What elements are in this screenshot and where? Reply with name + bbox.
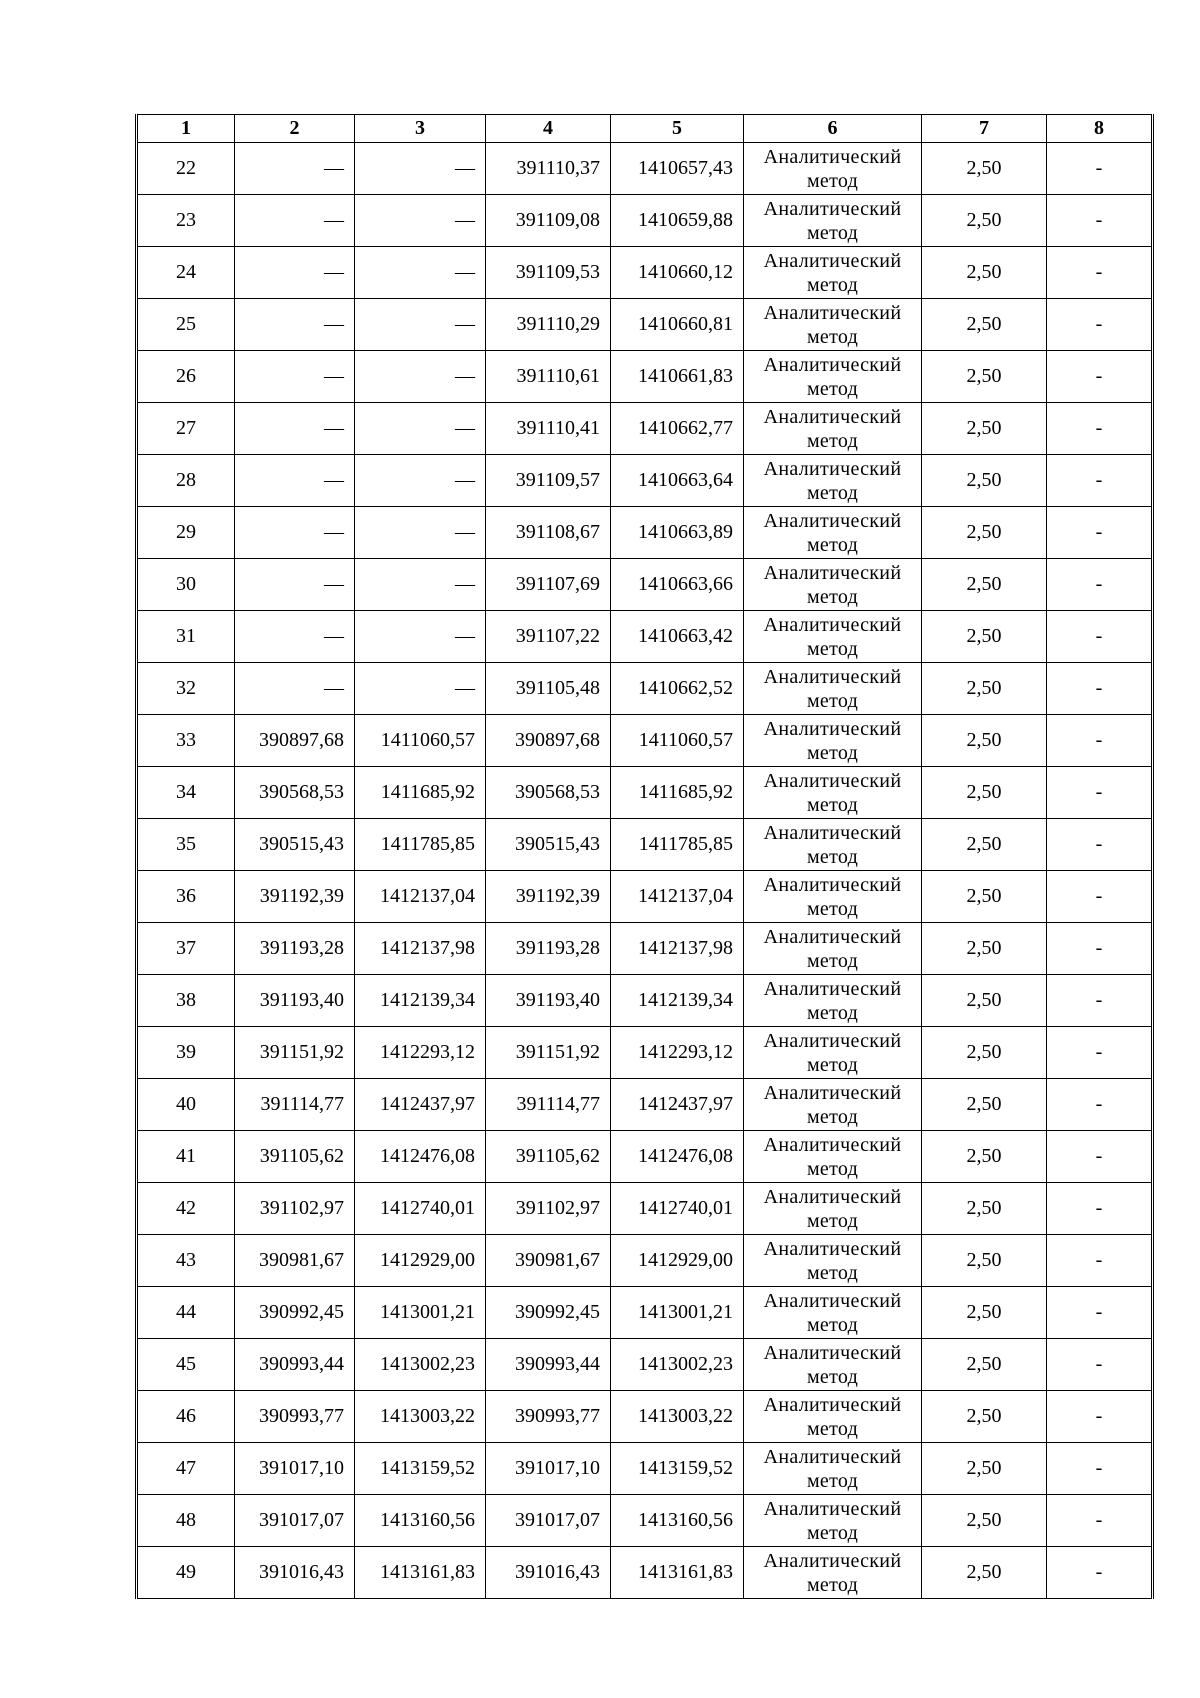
y-new-cell: 1413161,83 bbox=[611, 1547, 744, 1599]
y-old-cell: 1411060,57 bbox=[355, 715, 486, 767]
table-row bbox=[137, 975, 1153, 1027]
accuracy-cell: 2,50 bbox=[922, 1547, 1047, 1599]
table-row bbox=[137, 1495, 1153, 1547]
point-number-cell: 36 bbox=[137, 871, 235, 923]
y-new-cell: 1411685,92 bbox=[611, 767, 744, 819]
note-cell: - bbox=[1047, 923, 1153, 975]
x-old-cell: 390993,77 bbox=[235, 1391, 355, 1443]
y-new-cell: 1410663,64 bbox=[611, 455, 744, 507]
y-new-cell: 1412139,34 bbox=[611, 975, 744, 1027]
method-cell: Аналитический метод bbox=[744, 1027, 922, 1079]
method-cell: Аналитический метод bbox=[744, 1339, 922, 1391]
note-cell: - bbox=[1047, 1443, 1153, 1495]
accuracy-cell: 2,50 bbox=[922, 1495, 1047, 1547]
y-new-cell: 1410660,81 bbox=[611, 299, 744, 351]
method-cell: Аналитический метод bbox=[744, 1079, 922, 1131]
note-cell: - bbox=[1047, 1079, 1153, 1131]
point-number-cell: 48 bbox=[137, 1495, 235, 1547]
x-new-cell: 391107,22 bbox=[486, 611, 611, 663]
x-new-cell: 391017,10 bbox=[486, 1443, 611, 1495]
note-cell: - bbox=[1047, 611, 1153, 663]
x-new-cell: 391107,69 bbox=[486, 559, 611, 611]
x-old-cell: 391105,62 bbox=[235, 1131, 355, 1183]
table-row bbox=[137, 715, 1153, 767]
y-old-cell: 1412137,98 bbox=[355, 923, 486, 975]
point-number-cell: 30 bbox=[137, 559, 235, 611]
x-old-cell: — bbox=[235, 195, 355, 247]
point-number-cell: 38 bbox=[137, 975, 235, 1027]
point-number-cell: 27 bbox=[137, 403, 235, 455]
header-row bbox=[137, 115, 1153, 143]
accuracy-cell: 2,50 bbox=[922, 715, 1047, 767]
method-cell: Аналитический метод bbox=[744, 923, 922, 975]
note-cell: - bbox=[1047, 1287, 1153, 1339]
y-old-cell: — bbox=[355, 455, 486, 507]
accuracy-cell: 2,50 bbox=[922, 1183, 1047, 1235]
x-old-cell: 390515,43 bbox=[235, 819, 355, 871]
x-old-cell: 390568,53 bbox=[235, 767, 355, 819]
y-new-cell: 1413001,21 bbox=[611, 1287, 744, 1339]
x-new-cell: 391110,61 bbox=[486, 351, 611, 403]
accuracy-cell: 2,50 bbox=[922, 663, 1047, 715]
point-number-cell: 25 bbox=[137, 299, 235, 351]
table-row bbox=[137, 143, 1153, 195]
y-new-cell: 1410661,83 bbox=[611, 351, 744, 403]
method-cell: Аналитический метод bbox=[744, 143, 922, 195]
note-cell: - bbox=[1047, 663, 1153, 715]
method-cell: Аналитический метод bbox=[744, 819, 922, 871]
y-new-cell: 1412476,08 bbox=[611, 1131, 744, 1183]
method-cell: Аналитический метод bbox=[744, 195, 922, 247]
note-cell: - bbox=[1047, 247, 1153, 299]
table-row bbox=[137, 1027, 1153, 1079]
x-old-cell: 390897,68 bbox=[235, 715, 355, 767]
x-new-cell: 391108,67 bbox=[486, 507, 611, 559]
note-cell: - bbox=[1047, 1027, 1153, 1079]
table-row bbox=[137, 247, 1153, 299]
point-number-cell: 24 bbox=[137, 247, 235, 299]
y-new-cell: 1410663,42 bbox=[611, 611, 744, 663]
table-row bbox=[137, 1339, 1153, 1391]
y-new-cell: 1411060,57 bbox=[611, 715, 744, 767]
y-old-cell: 1412139,34 bbox=[355, 975, 486, 1027]
y-new-cell: 1412437,97 bbox=[611, 1079, 744, 1131]
y-old-cell: 1413001,21 bbox=[355, 1287, 486, 1339]
x-new-cell: 391105,48 bbox=[486, 663, 611, 715]
accuracy-cell: 2,50 bbox=[922, 455, 1047, 507]
x-old-cell: 391016,43 bbox=[235, 1547, 355, 1599]
column-header-5: 5 bbox=[611, 115, 744, 143]
point-number-cell: 45 bbox=[137, 1339, 235, 1391]
y-old-cell: 1411785,85 bbox=[355, 819, 486, 871]
table-row bbox=[137, 1547, 1153, 1599]
y-old-cell: 1413160,56 bbox=[355, 1495, 486, 1547]
note-cell: - bbox=[1047, 715, 1153, 767]
column-header-3: 3 bbox=[355, 115, 486, 143]
table-row bbox=[137, 351, 1153, 403]
accuracy-cell: 2,50 bbox=[922, 1391, 1047, 1443]
x-old-cell: — bbox=[235, 299, 355, 351]
method-cell: Аналитический метод bbox=[744, 403, 922, 455]
note-cell: - bbox=[1047, 1235, 1153, 1287]
accuracy-cell: 2,50 bbox=[922, 819, 1047, 871]
y-new-cell: 1410663,66 bbox=[611, 559, 744, 611]
point-number-cell: 39 bbox=[137, 1027, 235, 1079]
note-cell: - bbox=[1047, 819, 1153, 871]
y-old-cell: 1412293,12 bbox=[355, 1027, 486, 1079]
y-old-cell: 1413161,83 bbox=[355, 1547, 486, 1599]
method-cell: Аналитический метод bbox=[744, 1547, 922, 1599]
method-cell: Аналитический метод bbox=[744, 247, 922, 299]
y-old-cell: 1413003,22 bbox=[355, 1391, 486, 1443]
point-number-cell: 44 bbox=[137, 1287, 235, 1339]
accuracy-cell: 2,50 bbox=[922, 299, 1047, 351]
x-old-cell: 391102,97 bbox=[235, 1183, 355, 1235]
point-number-cell: 49 bbox=[137, 1547, 235, 1599]
y-new-cell: 1413002,23 bbox=[611, 1339, 744, 1391]
x-old-cell: 391017,07 bbox=[235, 1495, 355, 1547]
y-old-cell: — bbox=[355, 143, 486, 195]
table-row bbox=[137, 1235, 1153, 1287]
accuracy-cell: 2,50 bbox=[922, 247, 1047, 299]
y-new-cell: 1410662,52 bbox=[611, 663, 744, 715]
note-cell: - bbox=[1047, 403, 1153, 455]
y-new-cell: 1413159,52 bbox=[611, 1443, 744, 1495]
y-new-cell: 1410659,88 bbox=[611, 195, 744, 247]
point-number-cell: 42 bbox=[137, 1183, 235, 1235]
table-row bbox=[137, 299, 1153, 351]
x-new-cell: 391017,07 bbox=[486, 1495, 611, 1547]
accuracy-cell: 2,50 bbox=[922, 403, 1047, 455]
note-cell: - bbox=[1047, 1391, 1153, 1443]
x-new-cell: 390981,67 bbox=[486, 1235, 611, 1287]
x-old-cell: 391114,77 bbox=[235, 1079, 355, 1131]
column-header-1: 1 bbox=[137, 115, 235, 143]
x-new-cell: 391016,43 bbox=[486, 1547, 611, 1599]
table-row bbox=[137, 1443, 1153, 1495]
point-number-cell: 35 bbox=[137, 819, 235, 871]
method-cell: Аналитический метод bbox=[744, 351, 922, 403]
table-row bbox=[137, 559, 1153, 611]
point-number-cell: 26 bbox=[137, 351, 235, 403]
table-row bbox=[137, 767, 1153, 819]
table-row bbox=[137, 1079, 1153, 1131]
y-new-cell: 1411785,85 bbox=[611, 819, 744, 871]
y-new-cell: 1412293,12 bbox=[611, 1027, 744, 1079]
point-number-cell: 41 bbox=[137, 1131, 235, 1183]
note-cell: - bbox=[1047, 1183, 1153, 1235]
note-cell: - bbox=[1047, 195, 1153, 247]
x-new-cell: 391109,53 bbox=[486, 247, 611, 299]
x-new-cell: 390992,45 bbox=[486, 1287, 611, 1339]
y-new-cell: 1412929,00 bbox=[611, 1235, 744, 1287]
table-row bbox=[137, 455, 1153, 507]
accuracy-cell: 2,50 bbox=[922, 1443, 1047, 1495]
accuracy-cell: 2,50 bbox=[922, 871, 1047, 923]
y-old-cell: — bbox=[355, 403, 486, 455]
table-row bbox=[137, 871, 1153, 923]
table-body bbox=[137, 143, 1153, 1599]
note-cell: - bbox=[1047, 1495, 1153, 1547]
y-old-cell: — bbox=[355, 611, 486, 663]
table-row bbox=[137, 507, 1153, 559]
point-number-cell: 40 bbox=[137, 1079, 235, 1131]
x-old-cell: — bbox=[235, 403, 355, 455]
method-cell: Аналитический метод bbox=[744, 1131, 922, 1183]
note-cell: - bbox=[1047, 1131, 1153, 1183]
x-new-cell: 391114,77 bbox=[486, 1079, 611, 1131]
table-row bbox=[137, 1131, 1153, 1183]
method-cell: Аналитический метод bbox=[744, 299, 922, 351]
column-header-2: 2 bbox=[235, 115, 355, 143]
x-old-cell: 391151,92 bbox=[235, 1027, 355, 1079]
note-cell: - bbox=[1047, 1339, 1153, 1391]
x-old-cell: — bbox=[235, 247, 355, 299]
point-number-cell: 37 bbox=[137, 923, 235, 975]
accuracy-cell: 2,50 bbox=[922, 1287, 1047, 1339]
x-new-cell: 390515,43 bbox=[486, 819, 611, 871]
accuracy-cell: 2,50 bbox=[922, 767, 1047, 819]
x-new-cell: 390993,44 bbox=[486, 1339, 611, 1391]
method-cell: Аналитический метод bbox=[744, 767, 922, 819]
x-new-cell: 391109,08 bbox=[486, 195, 611, 247]
x-old-cell: 391192,39 bbox=[235, 871, 355, 923]
table-row bbox=[137, 663, 1153, 715]
x-old-cell: 390981,67 bbox=[235, 1235, 355, 1287]
y-old-cell: 1412929,00 bbox=[355, 1235, 486, 1287]
x-old-cell: — bbox=[235, 559, 355, 611]
point-number-cell: 29 bbox=[137, 507, 235, 559]
method-cell: Аналитический метод bbox=[744, 1287, 922, 1339]
note-cell: - bbox=[1047, 455, 1153, 507]
table-row bbox=[137, 1391, 1153, 1443]
x-old-cell: — bbox=[235, 455, 355, 507]
method-cell: Аналитический метод bbox=[744, 975, 922, 1027]
table-row bbox=[137, 403, 1153, 455]
x-old-cell: — bbox=[235, 143, 355, 195]
y-new-cell: 1413160,56 bbox=[611, 1495, 744, 1547]
note-cell: - bbox=[1047, 507, 1153, 559]
note-cell: - bbox=[1047, 1547, 1153, 1599]
method-cell: Аналитический метод bbox=[744, 1391, 922, 1443]
x-new-cell: 391193,40 bbox=[486, 975, 611, 1027]
method-cell: Аналитический метод bbox=[744, 1183, 922, 1235]
y-old-cell: — bbox=[355, 351, 486, 403]
accuracy-cell: 2,50 bbox=[922, 923, 1047, 975]
y-old-cell: — bbox=[355, 195, 486, 247]
point-number-cell: 43 bbox=[137, 1235, 235, 1287]
point-number-cell: 47 bbox=[137, 1443, 235, 1495]
x-new-cell: 391110,41 bbox=[486, 403, 611, 455]
column-header-6: 6 bbox=[744, 115, 922, 143]
x-new-cell: 391151,92 bbox=[486, 1027, 611, 1079]
method-cell: Аналитический метод bbox=[744, 507, 922, 559]
note-cell: - bbox=[1047, 143, 1153, 195]
column-header-4: 4 bbox=[486, 115, 611, 143]
x-new-cell: 391105,62 bbox=[486, 1131, 611, 1183]
x-new-cell: 391192,39 bbox=[486, 871, 611, 923]
y-old-cell: 1412740,01 bbox=[355, 1183, 486, 1235]
table-header bbox=[137, 115, 1153, 143]
method-cell: Аналитический метод bbox=[744, 1235, 922, 1287]
accuracy-cell: 2,50 bbox=[922, 351, 1047, 403]
accuracy-cell: 2,50 bbox=[922, 1235, 1047, 1287]
note-cell: - bbox=[1047, 767, 1153, 819]
y-old-cell: 1411685,92 bbox=[355, 767, 486, 819]
note-cell: - bbox=[1047, 975, 1153, 1027]
y-new-cell: 1410662,77 bbox=[611, 403, 744, 455]
accuracy-cell: 2,50 bbox=[922, 143, 1047, 195]
method-cell: Аналитический метод bbox=[744, 715, 922, 767]
method-cell: Аналитический метод bbox=[744, 1495, 922, 1547]
y-new-cell: 1410663,89 bbox=[611, 507, 744, 559]
point-number-cell: 23 bbox=[137, 195, 235, 247]
y-new-cell: 1413003,22 bbox=[611, 1391, 744, 1443]
note-cell: - bbox=[1047, 871, 1153, 923]
coordinates-table bbox=[135, 114, 1154, 1599]
x-old-cell: — bbox=[235, 611, 355, 663]
note-cell: - bbox=[1047, 559, 1153, 611]
x-new-cell: 391193,28 bbox=[486, 923, 611, 975]
x-new-cell: 390568,53 bbox=[486, 767, 611, 819]
column-header-7: 7 bbox=[922, 115, 1047, 143]
x-old-cell: — bbox=[235, 507, 355, 559]
x-new-cell: 391102,97 bbox=[486, 1183, 611, 1235]
point-number-cell: 33 bbox=[137, 715, 235, 767]
accuracy-cell: 2,50 bbox=[922, 1079, 1047, 1131]
accuracy-cell: 2,50 bbox=[922, 195, 1047, 247]
table-row bbox=[137, 195, 1153, 247]
method-cell: Аналитический метод bbox=[744, 1443, 922, 1495]
y-old-cell: — bbox=[355, 663, 486, 715]
y-new-cell: 1412740,01 bbox=[611, 1183, 744, 1235]
y-old-cell: 1412137,04 bbox=[355, 871, 486, 923]
point-number-cell: 34 bbox=[137, 767, 235, 819]
accuracy-cell: 2,50 bbox=[922, 1339, 1047, 1391]
method-cell: Аналитический метод bbox=[744, 559, 922, 611]
accuracy-cell: 2,50 bbox=[922, 611, 1047, 663]
x-new-cell: 390993,77 bbox=[486, 1391, 611, 1443]
point-number-cell: 46 bbox=[137, 1391, 235, 1443]
point-number-cell: 32 bbox=[137, 663, 235, 715]
y-old-cell: — bbox=[355, 247, 486, 299]
accuracy-cell: 2,50 bbox=[922, 975, 1047, 1027]
method-cell: Аналитический метод bbox=[744, 455, 922, 507]
table-row bbox=[137, 923, 1153, 975]
x-old-cell: 391193,28 bbox=[235, 923, 355, 975]
y-new-cell: 1410660,12 bbox=[611, 247, 744, 299]
x-old-cell: 390992,45 bbox=[235, 1287, 355, 1339]
y-old-cell: 1413002,23 bbox=[355, 1339, 486, 1391]
point-number-cell: 22 bbox=[137, 143, 235, 195]
accuracy-cell: 2,50 bbox=[922, 507, 1047, 559]
point-number-cell: 31 bbox=[137, 611, 235, 663]
accuracy-cell: 2,50 bbox=[922, 1131, 1047, 1183]
x-new-cell: 390897,68 bbox=[486, 715, 611, 767]
y-old-cell: — bbox=[355, 299, 486, 351]
table-row bbox=[137, 611, 1153, 663]
accuracy-cell: 2,50 bbox=[922, 559, 1047, 611]
accuracy-cell: 2,50 bbox=[922, 1027, 1047, 1079]
x-old-cell: 391017,10 bbox=[235, 1443, 355, 1495]
note-cell: - bbox=[1047, 351, 1153, 403]
x-old-cell: — bbox=[235, 663, 355, 715]
y-old-cell: — bbox=[355, 559, 486, 611]
x-old-cell: 390993,44 bbox=[235, 1339, 355, 1391]
y-old-cell: — bbox=[355, 507, 486, 559]
y-old-cell: 1412476,08 bbox=[355, 1131, 486, 1183]
method-cell: Аналитический метод bbox=[744, 611, 922, 663]
y-new-cell: 1412137,98 bbox=[611, 923, 744, 975]
table-row bbox=[137, 1287, 1153, 1339]
note-cell: - bbox=[1047, 299, 1153, 351]
table-row bbox=[137, 819, 1153, 871]
y-old-cell: 1412437,97 bbox=[355, 1079, 486, 1131]
x-new-cell: 391110,29 bbox=[486, 299, 611, 351]
x-new-cell: 391109,57 bbox=[486, 455, 611, 507]
method-cell: Аналитический метод bbox=[744, 871, 922, 923]
y-new-cell: 1410657,43 bbox=[611, 143, 744, 195]
x-new-cell: 391110,37 bbox=[486, 143, 611, 195]
y-new-cell: 1412137,04 bbox=[611, 871, 744, 923]
x-old-cell: 391193,40 bbox=[235, 975, 355, 1027]
method-cell: Аналитический метод bbox=[744, 663, 922, 715]
column-header-8: 8 bbox=[1047, 115, 1153, 143]
point-number-cell: 28 bbox=[137, 455, 235, 507]
x-old-cell: — bbox=[235, 351, 355, 403]
y-old-cell: 1413159,52 bbox=[355, 1443, 486, 1495]
table-row bbox=[137, 1183, 1153, 1235]
